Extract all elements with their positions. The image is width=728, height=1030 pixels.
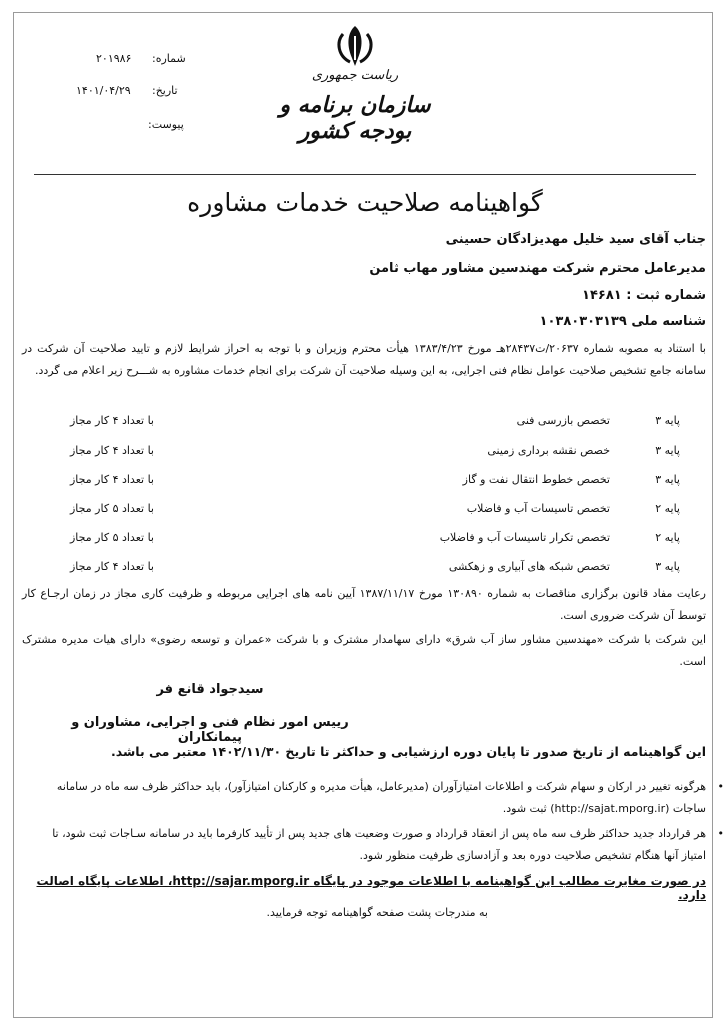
- specialty-grade: پایه ۳: [655, 560, 680, 573]
- notice-bullet: [36, 823, 724, 867]
- specialty-name: خصص نقشه برداری زمینی: [487, 444, 610, 457]
- header-divider: [34, 174, 696, 175]
- specialty-count: با تعداد ۵ کار مجاز: [70, 531, 154, 544]
- specialty-grade: پایه ۳: [655, 473, 680, 486]
- discrepancy-note: در صورت مغایرت مطالب این گواهینامه با اطلاعات موجود در پایگاه http://sajar.mporg.ir، اطلاعات پایگاه اصالت دارد.: [36, 874, 706, 902]
- recipient: جناب آقای سید خلیل مهدیزادگان حسینی: [445, 232, 706, 247]
- dept-line1: ریاست جمهوری: [311, 68, 399, 83]
- specialty-grade: پایه ۳: [655, 444, 680, 457]
- iran-emblem-icon: [330, 22, 380, 72]
- signatory-name: سیدجواد قانع فر: [156, 682, 264, 697]
- specialty-count: با تعداد ۴ کار مجاز: [70, 560, 154, 573]
- company-name: مدیرعامل محترم شرکت مهندسین مشاور مهاب ثامن: [369, 261, 706, 276]
- specialty-grade: پایه ۲: [655, 502, 680, 515]
- specialty-grade: پایه ۳: [655, 414, 680, 427]
- specialty-row: [70, 414, 680, 438]
- date-label: تاریخ:: [152, 84, 178, 97]
- specialty-name: تخصص تاسیسات آب و فاضلاب: [466, 502, 610, 515]
- bullet-dot-icon: •: [717, 780, 724, 793]
- specialty-name: تخصص تکرار تاسیسات آب و فاضلاب: [439, 531, 610, 544]
- specialty-count: با تعداد ۴ کار مجاز: [70, 473, 154, 486]
- specialty-count: با تعداد ۵ کار مجاز: [70, 502, 154, 515]
- signatory-title: رییس امور نظام فنی و اجرایی، مشاوران و پیمانکاران: [71, 715, 349, 745]
- national-id: شناسه ملی ۱۰۳۸۰۳۰۳۱۳۹: [539, 314, 706, 329]
- tender-law-paragraph: رعایت مفاد قانون برگزاری مناقصات به شماره ۱۳۰۸۹۰ مورخ ۱۳۸۷/۱۱/۱۷ آیین نامه های اجرایی مربوطه و ظرفیت کاری مجاز در زمان ارجـاع کار توسط آن شرکت ضروری است.: [22, 587, 706, 622]
- organization-name: سازمان برنامه و بودجه کشور: [279, 92, 431, 144]
- specialty-row: [70, 502, 680, 526]
- date-value: ۱۴۰۱/۰۴/۲۹: [76, 84, 131, 97]
- notice-text: هرگونه تغییر در ارکان و سهام شرکت و اطلاعات امتیازآوران (مدیرعامل، هیأت مدیره و کارکنان امتیازآور)، باید حداکثر ظرف سه ماه در سامانه ساجات (http://sajat.mporg.ir) ثبت شود.: [56, 780, 706, 815]
- intro-paragraph: با استناد به مصوبه شماره ۲۰۶۳۷/ت۲۸۴۳۷هـ مورخ ۱۳۸۳/۴/۲۳ هیأت محترم وزیران و با توجه به احراز شرایط لازم و تایید صلاحیت آن شرکت در سامانه جامع تشخیص صلاحیت عوامل نظام فنی اجرایی، به این وسیله صلاحیت آن شرکت برای انجام خدمات مشاوره به شـــرح زیر اعلام می گردد.: [22, 342, 706, 377]
- specialty-name: تخصص بازرسی فنی: [516, 414, 610, 427]
- shareholder-paragraph: این شرکت با شرکت «مهندسین مشاور ساز آب شرق» دارای سهامدار مشترک و با شرکت «عمران و توسعه رضوی» دارای هیات مدیره مشترک است.: [22, 633, 706, 668]
- document-title: گواهینامه صلاحیت خدمات مشاوره: [187, 188, 543, 217]
- number-label: شماره:: [152, 52, 186, 65]
- back-page-note: به مندرجات پشت صفحه گواهینامه توجه فرمایید.: [266, 906, 488, 919]
- specialty-grade: پایه ۲: [655, 531, 680, 544]
- specialty-row: [70, 531, 680, 555]
- notice-text: هر قرارداد جدید حداکثر ظرف سه ماه پس از انعقاد قرارداد و صورت وضعیت های جدید پس از تأیید کارفرما باید در سامانه سـاجات ثبت شود، تا امتیاز آنها هنگام تشخیص صلاحیت دوره بعد و آزادسازی ظرفیت منظور شود.: [52, 827, 706, 862]
- bullet-dot-icon: •: [717, 827, 724, 840]
- specialty-row: [70, 444, 680, 468]
- registration-number: شماره ثبت : ۱۴۶۸۱: [582, 288, 706, 303]
- specialty-row: [70, 473, 680, 497]
- specialty-name: تخصص خطوط انتقال نفت و گاز: [462, 473, 610, 486]
- notice-bullet: [36, 776, 724, 820]
- attachment-label: پیوست:: [148, 118, 184, 131]
- specialty-name: تخصص شبکه های آبیاری و زهکشی: [448, 560, 610, 573]
- specialty-row: [70, 560, 680, 584]
- specialty-count: با تعداد ۴ کار مجاز: [70, 444, 154, 457]
- validity-statement: این گواهینامه از تاریخ صدور تا پایان دوره ارزشیابی و حداکثر تا تاریخ ۱۴۰۲/۱۱/۳۰ معتبر می باشد.: [111, 744, 706, 759]
- specialty-count: با تعداد ۴ کار مجاز: [70, 414, 154, 427]
- number-value: ۲۰۱۹۸۶: [96, 52, 132, 65]
